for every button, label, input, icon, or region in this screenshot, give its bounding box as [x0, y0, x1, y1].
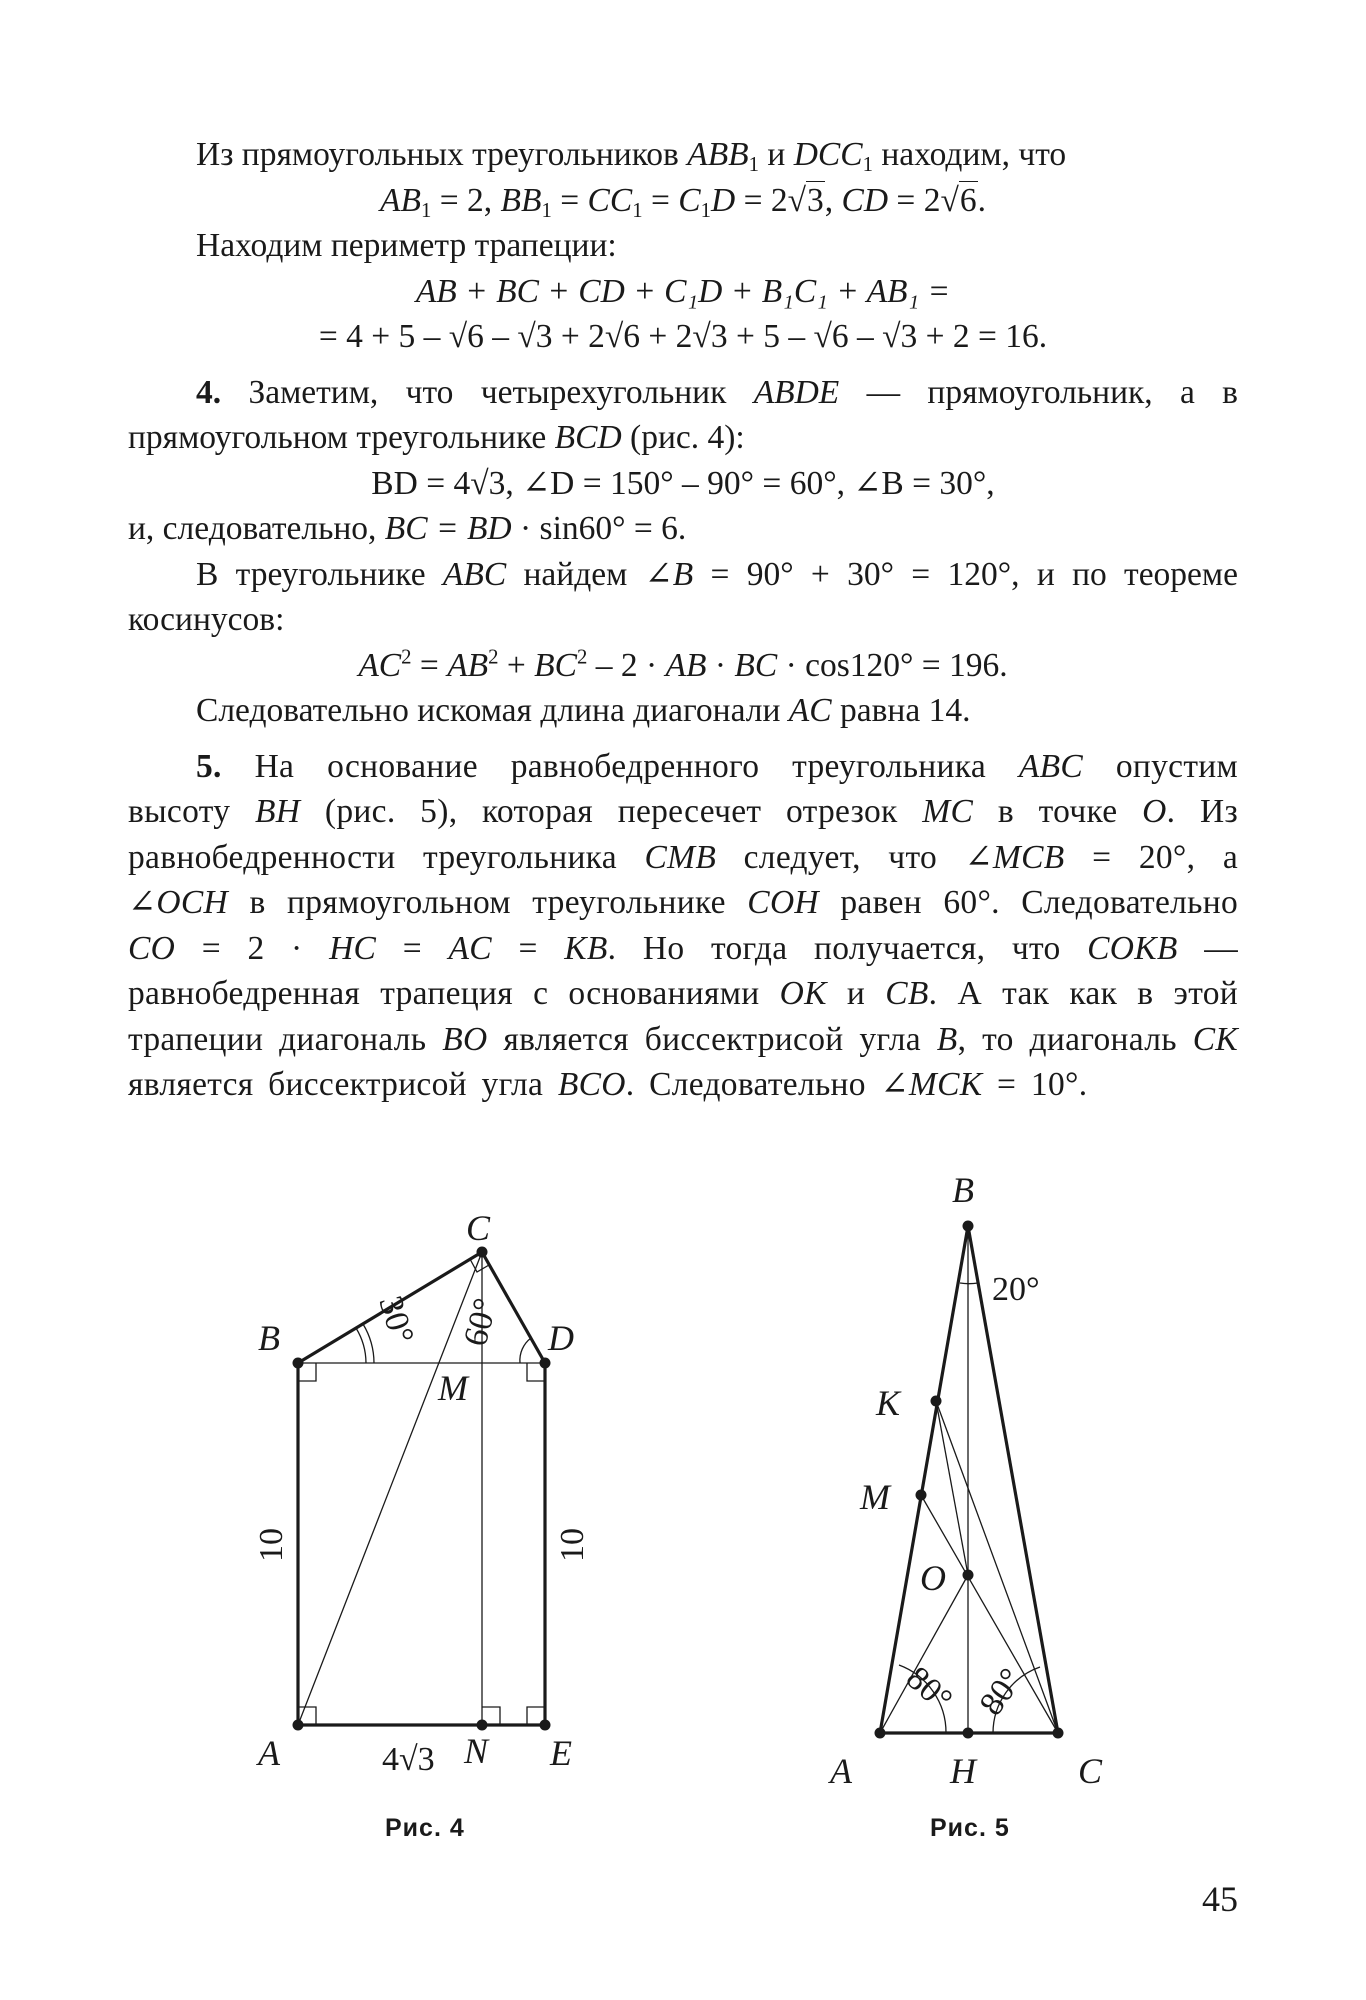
point-n	[477, 1720, 488, 1731]
label-m-fig5: M	[860, 1477, 890, 1517]
label-e: E	[550, 1733, 572, 1773]
paragraph-bc: и, следовательно, BC = BD · sin60° = 6.	[128, 510, 687, 547]
label-angle-a-fig5: 80°	[898, 1659, 960, 1719]
label-c: C	[466, 1208, 491, 1248]
angle-arc-b-2	[363, 1324, 374, 1363]
label-c-fig5: C	[1078, 1751, 1103, 1791]
point-e	[540, 1720, 551, 1731]
point-d	[540, 1358, 551, 1369]
label-base: 4√3	[382, 1741, 435, 1778]
point-b	[293, 1358, 304, 1369]
point-c	[477, 1247, 488, 1258]
angle-arc-b-1	[356, 1328, 366, 1363]
label-m: M	[438, 1368, 468, 1408]
formula-perimeter-2: = 4 + 5 – √6 – √3 + 2√6 + 2√3 + 5 – √6 – √3 + 2 = 16.	[318, 318, 1048, 355]
formula-segments: $AB_1 = 2$, $BB_1 = CC_1 = C_1D = 2√3$, CD = 2√6.	[380, 181, 986, 222]
paragraph-problem-4: 4. Заметим, что четырехугольник ABDE — прямоугольник, а в прямоугольном треугольнике BCD (рис. 4):	[128, 373, 1238, 456]
label-d: D	[548, 1318, 574, 1358]
formula-cosine: $AC^2 = AB^2 + BC^2 - 2$ · AB · BC · cos120° = 196.	[358, 645, 1008, 684]
label-angle-c-fig5: 80°	[972, 1661, 1031, 1723]
label-a: A	[258, 1733, 280, 1773]
label-o-fig5: O	[920, 1558, 946, 1598]
point-k-fig5	[931, 1396, 942, 1407]
point-a-fig5	[875, 1728, 886, 1739]
point-o-fig5	[963, 1570, 974, 1581]
label-h-fig5: H	[950, 1751, 976, 1791]
angle-arc-top-fig5	[960, 1283, 978, 1284]
label-k-fig5: K	[876, 1383, 901, 1423]
paragraph-problem-5: 5. На основание равнобедренного треугольника ABC опустим высоту BH (рис. 5), которая пересечет отрезок MC в точке O. Из равнобедренности треугольника CMB следует, что ∠MCB = 20°, а ∠OCH в прямоугольном треугольнике COH равен 60°. Следовательно CO = 2 · HC = AC = KB. Но тогда получается, что COKB — равнобедренная трапеция с основаниями OK и CB. А так как в этой трапеции диагональ BO является биссектрисой угла B, то диагональ CK является биссектрисой угла BCO. Следовательно ∠MCK = 10°.	[128, 747, 1239, 1103]
label-b-fig5: B	[952, 1170, 974, 1210]
paragraph-perimeter: Находим периметр трапеции:	[196, 227, 617, 264]
point-b-fig5	[963, 1221, 974, 1232]
label-side-right: 10	[554, 1528, 591, 1562]
side-ab-fig5	[880, 1226, 968, 1733]
point-m-fig5	[916, 1490, 927, 1501]
label-side-left: 10	[253, 1528, 290, 1562]
formula-perimeter-1: AB + BC + CD + C₁D + B₁C₁ + AB₁ =	[415, 272, 951, 310]
point-a	[293, 1720, 304, 1731]
label-angle-b: 30°	[371, 1291, 421, 1349]
paragraph-triangles: Из прямоугольных треугольников $ABB_1$ и $DCC_1$ находим, что	[196, 136, 1067, 176]
label-angle-top-fig5: 20°	[992, 1271, 1040, 1308]
point-h-fig5	[963, 1728, 974, 1739]
page-number: 45	[1202, 1879, 1238, 1919]
formula-angles: BD = 4√3, ∠D = 150° – 90° = 60°, ∠B = 30°,	[371, 464, 995, 502]
label-angle-d: 60°	[456, 1294, 505, 1351]
label-a-fig5: A	[830, 1751, 852, 1791]
label-b: B	[258, 1318, 280, 1358]
paragraph-answer-4: Следовательно искомая длина диагонали AC равна 14.	[196, 692, 971, 729]
paragraph-cosine: В треугольнике ABC найдем ∠B = 90° + 30° = 120°, и по теореме косинусов:	[128, 555, 1238, 638]
caption-figure-4: Рис. 4	[385, 1814, 465, 1842]
caption-figure-5: Рис. 5	[930, 1814, 1010, 1842]
point-c-fig5	[1053, 1728, 1064, 1739]
label-n: N	[464, 1731, 489, 1771]
angle-arc-d	[520, 1338, 531, 1363]
